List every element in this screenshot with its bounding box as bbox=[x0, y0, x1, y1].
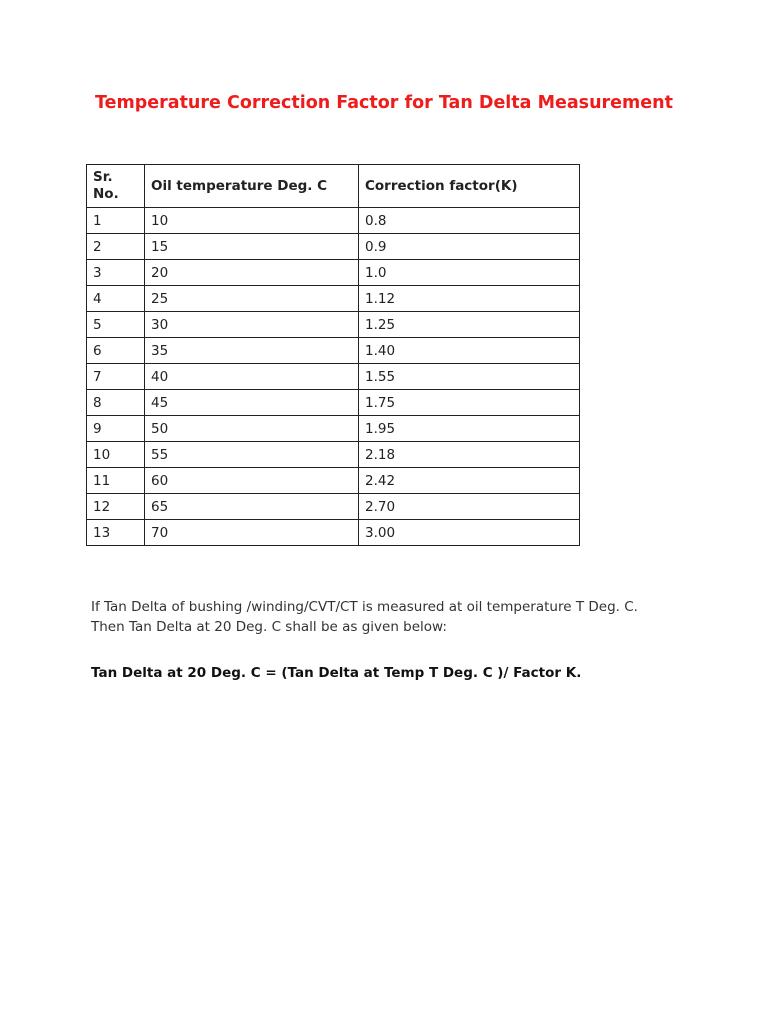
cell-correction-factor: 1.0 bbox=[359, 260, 580, 286]
table-row bbox=[87, 312, 580, 338]
cell-oil-temperature: 20 bbox=[145, 260, 359, 286]
cell-sr-no: 4 bbox=[87, 286, 145, 312]
cell-correction-factor: 1.75 bbox=[359, 390, 580, 416]
table-row bbox=[87, 390, 580, 416]
header-sr-line2: No. bbox=[93, 186, 119, 202]
cell-sr-no: 12 bbox=[87, 494, 145, 520]
cell-oil-temperature: 50 bbox=[145, 416, 359, 442]
table-row bbox=[87, 338, 580, 364]
cell-sr-no: 10 bbox=[87, 442, 145, 468]
cell-oil-temperature: 10 bbox=[145, 208, 359, 234]
cell-sr-no: 9 bbox=[87, 416, 145, 442]
cell-correction-factor: 1.95 bbox=[359, 416, 580, 442]
cell-sr-no: 1 bbox=[87, 208, 145, 234]
table-row bbox=[87, 286, 580, 312]
table-row bbox=[87, 260, 580, 286]
formula-text: Tan Delta at 20 Deg. C = (Tan Delta at Temp T Deg. C )/ Factor K. bbox=[91, 665, 582, 681]
cell-sr-no: 8 bbox=[87, 390, 145, 416]
cell-oil-temperature: 55 bbox=[145, 442, 359, 468]
table-row bbox=[87, 442, 580, 468]
cell-correction-factor: 1.12 bbox=[359, 286, 580, 312]
cell-sr-no: 11 bbox=[87, 468, 145, 494]
cell-correction-factor: 2.42 bbox=[359, 468, 580, 494]
cell-oil-temperature: 70 bbox=[145, 520, 359, 546]
note-line-1: If Tan Delta of bushing /winding/CVT/CT is measured at oil temperature T Deg. C. bbox=[91, 599, 638, 615]
cell-oil-temperature: 25 bbox=[145, 286, 359, 312]
cell-correction-factor: 2.18 bbox=[359, 442, 580, 468]
cell-oil-temperature: 30 bbox=[145, 312, 359, 338]
cell-correction-factor: 1.40 bbox=[359, 338, 580, 364]
cell-correction-factor: 0.9 bbox=[359, 234, 580, 260]
cell-sr-no: 13 bbox=[87, 520, 145, 546]
header-oil-temperature: Oil temperature Deg. C bbox=[145, 165, 359, 208]
table-row bbox=[87, 520, 580, 546]
cell-correction-factor: 2.70 bbox=[359, 494, 580, 520]
header-sr-line1: Sr. bbox=[93, 169, 113, 185]
table-header-row bbox=[87, 165, 580, 208]
cell-sr-no: 7 bbox=[87, 364, 145, 390]
cell-sr-no: 6 bbox=[87, 338, 145, 364]
cell-oil-temperature: 35 bbox=[145, 338, 359, 364]
cell-correction-factor: 3.00 bbox=[359, 520, 580, 546]
cell-oil-temperature: 15 bbox=[145, 234, 359, 260]
cell-oil-temperature: 60 bbox=[145, 468, 359, 494]
table-row bbox=[87, 234, 580, 260]
table-body bbox=[87, 208, 580, 546]
cell-oil-temperature: 45 bbox=[145, 390, 359, 416]
table-row bbox=[87, 416, 580, 442]
header-sr-no bbox=[87, 165, 145, 208]
table-row bbox=[87, 364, 580, 390]
cell-correction-factor: 0.8 bbox=[359, 208, 580, 234]
explanation-note bbox=[91, 597, 638, 637]
cell-sr-no: 3 bbox=[87, 260, 145, 286]
correction-factor-table bbox=[86, 164, 580, 546]
table-row bbox=[87, 494, 580, 520]
cell-sr-no: 2 bbox=[87, 234, 145, 260]
cell-oil-temperature: 65 bbox=[145, 494, 359, 520]
page-title: Temperature Correction Factor for Tan Delta Measurement bbox=[95, 93, 673, 113]
cell-sr-no: 5 bbox=[87, 312, 145, 338]
header-correction-factor: Correction factor(K) bbox=[359, 165, 580, 208]
note-line-2: Then Tan Delta at 20 Deg. C shall be as given below: bbox=[91, 619, 447, 635]
cell-oil-temperature: 40 bbox=[145, 364, 359, 390]
cell-correction-factor: 1.25 bbox=[359, 312, 580, 338]
table-row bbox=[87, 208, 580, 234]
table-row bbox=[87, 468, 580, 494]
cell-correction-factor: 1.55 bbox=[359, 364, 580, 390]
